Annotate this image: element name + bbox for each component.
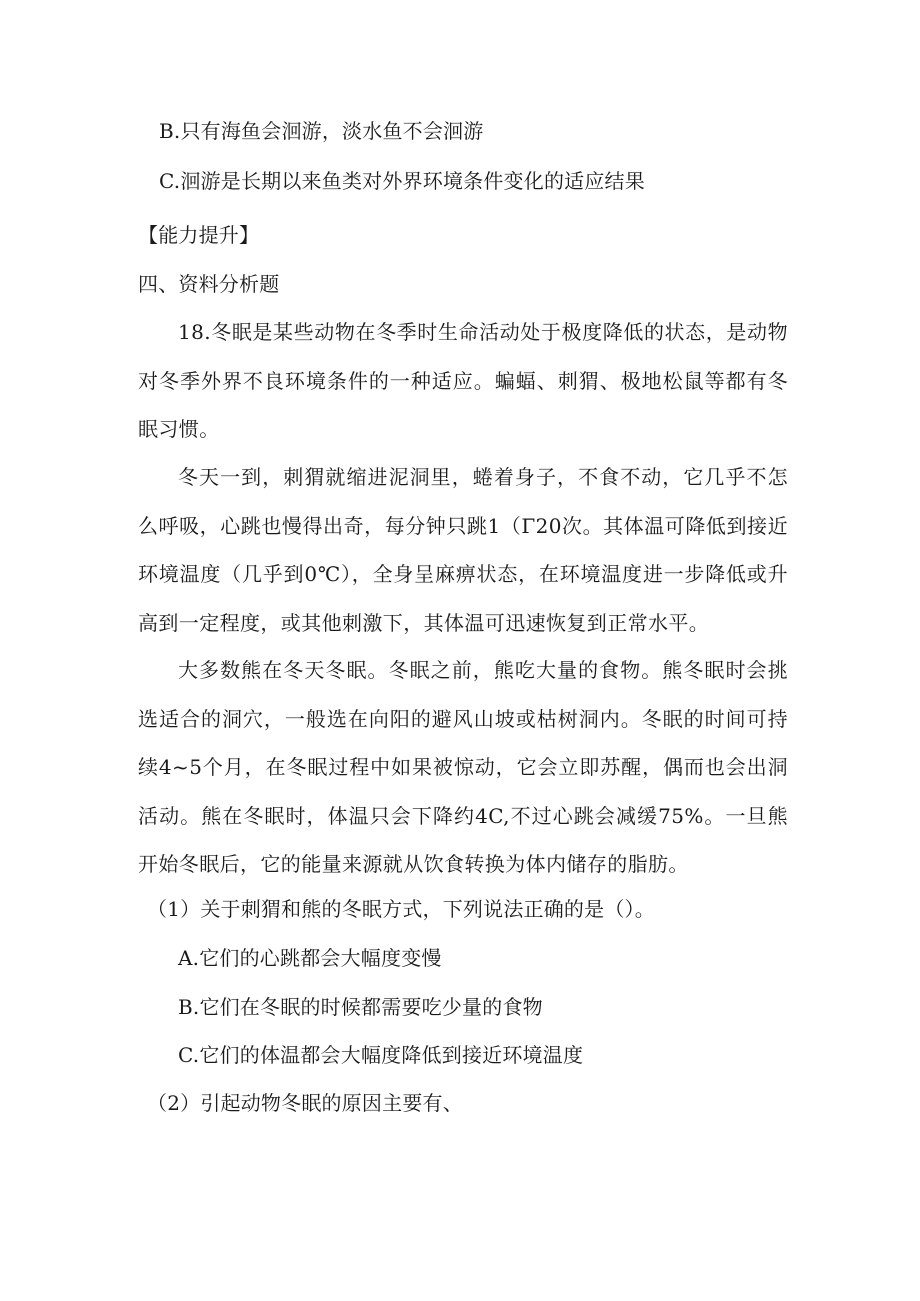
question-1-option-b: B.它们在冬眠的时候都需要吃少量的食物 (178, 995, 543, 1019)
paragraph-bear: 大多数熊在冬天冬眠。冬眠之前，熊吃大量的食物。熊冬眠时会挑选适合的洞穴，一般选在向阳的避风山坡或枯树洞内。冬眠的时间可持续4~5个月，在冬眠过程中如果被惊动，它会立即苏醒，偶而也会出洞活动。熊在冬眠时，体温只会下降约4C,不过心跳会减缓75%。一旦熊开始冬眠后，它的能量来源就从饮食转换为体内储存的脂肪。 (138, 658, 788, 876)
question-2: （2）引起动物冬眠的原因主要有、 (147, 1091, 463, 1115)
option-b-line: B.只有海鱼会洄游，淡水鱼不会洄游 (159, 119, 484, 143)
section-ability-heading: 【能力提升】 (138, 223, 260, 247)
question-1: （1）关于刺猬和熊的冬眠方式，下列说法正确的是（）。 (147, 897, 655, 921)
question-1-option-c: C.它们的体温都会大幅度降低到接近环境温度 (178, 1043, 584, 1067)
question-1-option-a: A.它们的心跳都会大幅度变慢 (178, 946, 442, 970)
option-c-line: C.洄游是长期以来鱼类对外界环境条件变化的适应结果 (159, 169, 645, 193)
paragraph-hedgehog: 冬天一到，刺猬就缩进泥洞里，蜷着身子，不食不动，它几乎不怎么呼吸，心跳也慢得出奇，每分钟只跳1（Γ20次。其体温可降低到接近环境温度（几乎到0℃），全身呈麻痹状态，在环境温度进一步降低或升高到一定程度，或其他刺激下，其体温可迅速恢复到正常水平。 (138, 465, 788, 635)
paragraph-18-intro: 18.冬眠是某些动物在冬季时生命活动处于极度降低的状态，是动物对冬季外界不良环境条件的一种适应。蝙蝠、刺猬、极地松鼠等都有冬眠习惯。 (138, 320, 788, 441)
section-four-heading: 四、资料分析题 (138, 272, 280, 296)
